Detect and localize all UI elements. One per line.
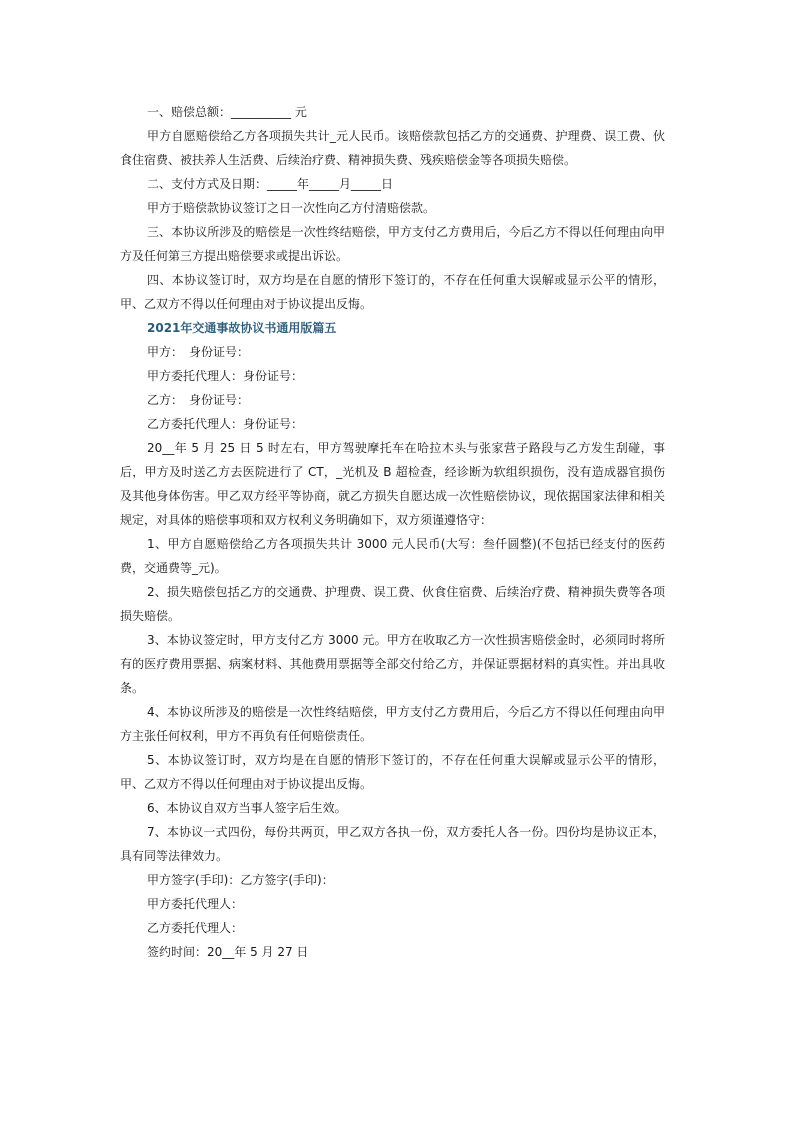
- agreement-item-4: 4、本协议所涉及的赔偿是一次性终结赔偿，甲方支付乙方费用后，今后乙方不得以任何理由向甲方主张任何权利，甲方不再负有任何赔偿责任。: [120, 705, 665, 743]
- party-a-line: 甲方： 身份证号：: [147, 345, 250, 359]
- signing-date: 签约时间：20__年 5 月 27 日: [147, 945, 309, 959]
- signature-line: 甲方签字(手印)：乙方签字(手印)：: [147, 873, 334, 887]
- agreement-item-1: 1、甲方自愿赔偿给乙方各项损失共计 3000 元人民币(大写：叁仟圆整)(不包括已经支付的医药费，交通费等_元)。: [120, 537, 665, 575]
- signature-party-a-agent: 甲方委托代理人：: [147, 897, 244, 911]
- compensation-total-clause: 一、赔偿总额：__________ 元: [147, 105, 307, 119]
- section-heading: 2021年交通事故协议书通用版篇五: [147, 321, 337, 335]
- final-compensation-clause: 三、本协议所涉及的赔偿是一次性终结赔偿，甲方支付乙方费用后，今后乙方不得以任何理由向甲方及任何第三方提出赔偿要求或提出诉讼。: [120, 225, 665, 263]
- signature-party-b-agent: 乙方委托代理人：: [147, 921, 244, 935]
- agreement-item-3: 3、本协议签定时，甲方支付乙方 3000 元。甲方在收取乙方一次性损害赔偿金时，必须同时将所有的医疗费用票据、病案材料、其他费用票据等全部交付给乙方，并保证票据材料的真实性。并出具收条。: [120, 633, 665, 695]
- document-body: [120, 100, 665, 964]
- incident-description-paragraph: 20__年 5 月 25 日 5 时左右，甲方驾驶摩托车在哈拉木头与张家营子路段与乙方发生刮碰，事后，甲方及时送乙方去医院进行了 CT，_光机及 B 超检查，经诊断为软组织损伤，没有造成器官损伤及其他身体伤害。甲乙双方经平等协商，就乙方损失自愿达成一次性赔偿协议，现依据国家法律和相关规定，对具体的赔偿事项和双方权利义务明确如下，双方须谨遵恪守：: [120, 441, 665, 527]
- payment-detail-paragraph: 甲方于赔偿款协议签订之日一次性向乙方付清赔偿款。: [147, 201, 436, 215]
- voluntary-signing-clause: 四、本协议签订时，双方均是在自愿的情形下签订的，不存在任何重大误解或显示公平的情形，甲、乙双方不得以任何理由对于协议提出反悔。: [120, 273, 665, 311]
- party-a-agent-line: 甲方委托代理人：身份证号：: [147, 369, 304, 383]
- compensation-detail-paragraph: 甲方自愿赔偿给乙方各项损失共计_元人民币。该赔偿款包括乙方的交通费、护理费、误工费、伙食住宿费、被扶养人生活费、后续治疗费、精神损失费、残疾赔偿金等各项损失赔偿。: [120, 129, 665, 167]
- payment-method-clause: 二、支付方式及日期：_____年_____月_____日: [147, 177, 394, 191]
- agreement-item-2: 2、损失赔偿包括乙方的交通费、护理费、误工费、伙食住宿费、后续治疗费、精神损失费等各项损失赔偿。: [120, 585, 665, 623]
- agreement-item-6: 6、本协议自双方当事人签字后生效。: [147, 801, 347, 815]
- agreement-item-5: 5、本协议签订时，双方均是在自愿的情形下签订的，不存在任何重大误解或显示公平的情形，甲、乙双方不得以任何理由对于协议提出反悔。: [120, 753, 665, 791]
- agreement-item-7: 7、本协议一式四份，每份共两页，甲乙双方各执一份，双方委托人各一份。四份均是协议正本，具有同等法律效力。: [120, 825, 665, 863]
- party-b-agent-line: 乙方委托代理人：身份证号：: [147, 417, 304, 431]
- party-b-line: 乙方： 身份证号：: [147, 393, 250, 407]
